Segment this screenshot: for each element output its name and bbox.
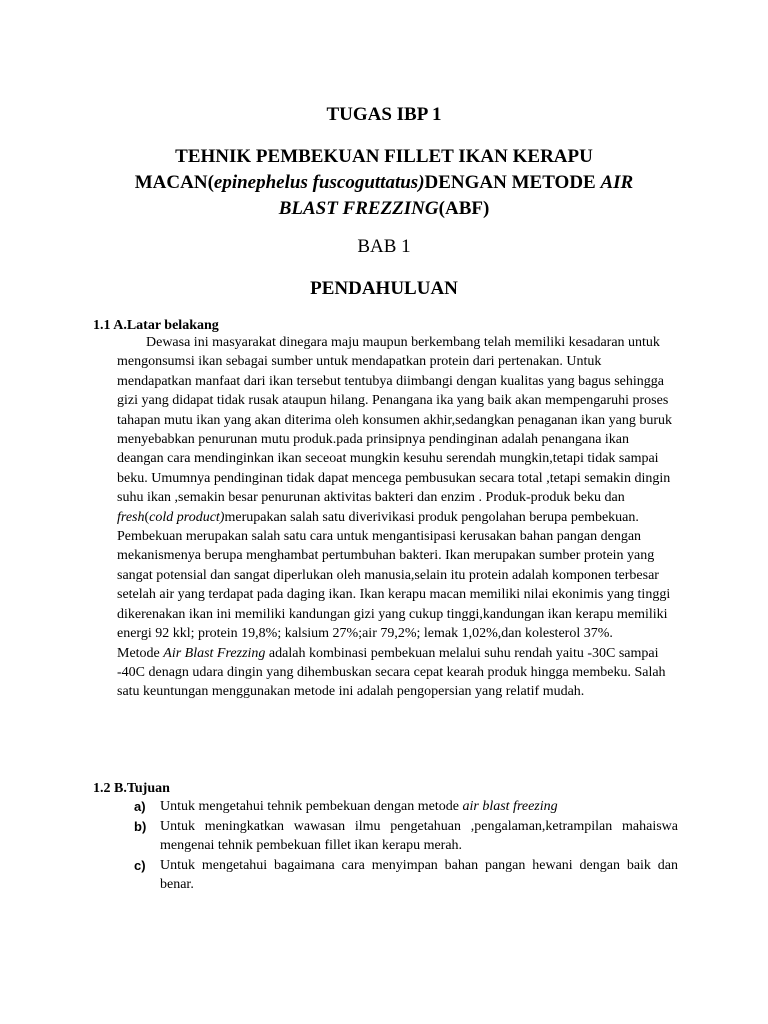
paragraph-1-text-c: merupakan salah satu diverivikasi produk pengolahan berupa pembekuan. Pembekuan merupakan salah satu cara untuk mengantisipasi kerusakan bahan pangan dengan mekanismenya berupa menghambat pertumbuhan bakteri. Ikan merupakan sumber protein yang sangat potensial dan sangat diperlukan oleh manusia,selain itu protein adalah komponen terbesar setelah air yang terdapat pada daging ikan. Ikan kerapu macan memiliki nilai ekonimis yang tinggi dikerenakan ikan ini memiliki kandungan gizi yang cukup tinggi,kandungan ikan kerapu memiliki energi 92 kkl; protein 19,8%; kalsium 27%;air 79,2%; lemak 1,02%,dan kolesterol 37%. [117,509,671,642]
subtitle-part1: TEHNIK PEMBEKUAN FILLET IKAN KERAPU MACAN( [134,146,593,193]
paragraph-1 [117,333,677,644]
list-item-text: Untuk meningkatkan wawasan ilmu pengetahuan ,pengalaman,ketrampilan mahaiswa mengenai tehnik pembekuan fillet ikan kerapu merah. [160,819,678,854]
subtitle-abbr: (ABF) [438,198,490,219]
subtitle-latin-name: epinephelus fuscoguttatus) [213,172,425,193]
list-item [93,856,678,895]
objectives-list [93,797,678,895]
subtitle-method: AIR BLAST FREZZING [278,172,634,219]
subtitle-part2: DENGAN METODE [424,172,601,193]
paragraph-2-text-a: Metode [117,645,164,661]
section-heading-latar-belakang: 1.1 A.Latar belakang [93,318,219,333]
paragraph-1-italic-cold-product: cold product) [149,509,225,525]
section-body-latar-belakang [117,333,677,702]
chapter-title: PENDAHULUAN [310,278,458,299]
list-marker: b) [134,819,147,834]
document-subtitle [120,144,648,222]
list-item-text: Untuk mengetahui bagaimana cara menyimpan bahan pangan hewani dengan baik dan benar. [160,858,678,893]
list-item-italic: air blast freezing [462,799,558,814]
paragraph-indent [117,335,146,350]
section-heading-tujuan: 1.2 B.Tujuan [93,781,170,796]
list-marker: c) [134,858,146,873]
list-item [93,797,678,817]
document-title: TUGAS IBP 1 [326,104,442,125]
paragraph-1-text-a: Dewasa ini masyarakat dinegara maju maupun berkembang telah memiliki kesadaran untuk mengonsumsi ikan sebagai sumber untuk mendapatkan protein dari pertenakan. Untuk mendapatkan manfaat dari ikan tersebut tentubya diimbangi dengan kualitas yang bagus sehingga gizi yang didapat tidak rusak ataupun hilang. Penangana ika yang baik akan mempengaruhi proses tahapan mutu ikan yang akan diterima oleh konsumen akhir,sedangkan penaganan ikan yang buruk menyebabkan penurunan mutu produk.pada prinsipnya pendinginan adalah penangana ikan deangan cara mendinginkan ikan seceoat mungkin kesuhu serendah mungkin,tetapi tidak sampai beku. Umumnya pendinginan tidak dapat mencega pembusukan secara total ,tetapi semakin dingin suhu ikan ,semakin besar penurunan aktivitas bakteri dan enzim . Produk-produk beku dan [117,335,672,506]
paragraph-2-text-b: adalah kombinasi pembekuan melalui suhu rendah yaitu -30C sampai -40C denagn udara dingin yang dihembuskan secara cepat kearah produk hingga membeku. Salah satu keuntungan menggunakan metode ini adalah pengopersian yang relatif mudah. [117,645,666,700]
paragraph-2 [117,644,677,702]
list-item-text-a: Untuk mengetahui tehnik pembekuan dengan metode [160,799,463,814]
paragraph-1-italic-fresh: fresh [117,509,145,525]
list-item [93,817,678,856]
list-marker: a) [134,799,146,814]
chapter-label: BAB 1 [357,236,411,257]
paragraph-1-text-b: ( [144,509,150,525]
paragraph-2-italic-method: Air Blast Frezzing [163,645,266,661]
list-item-text [131,797,678,816]
